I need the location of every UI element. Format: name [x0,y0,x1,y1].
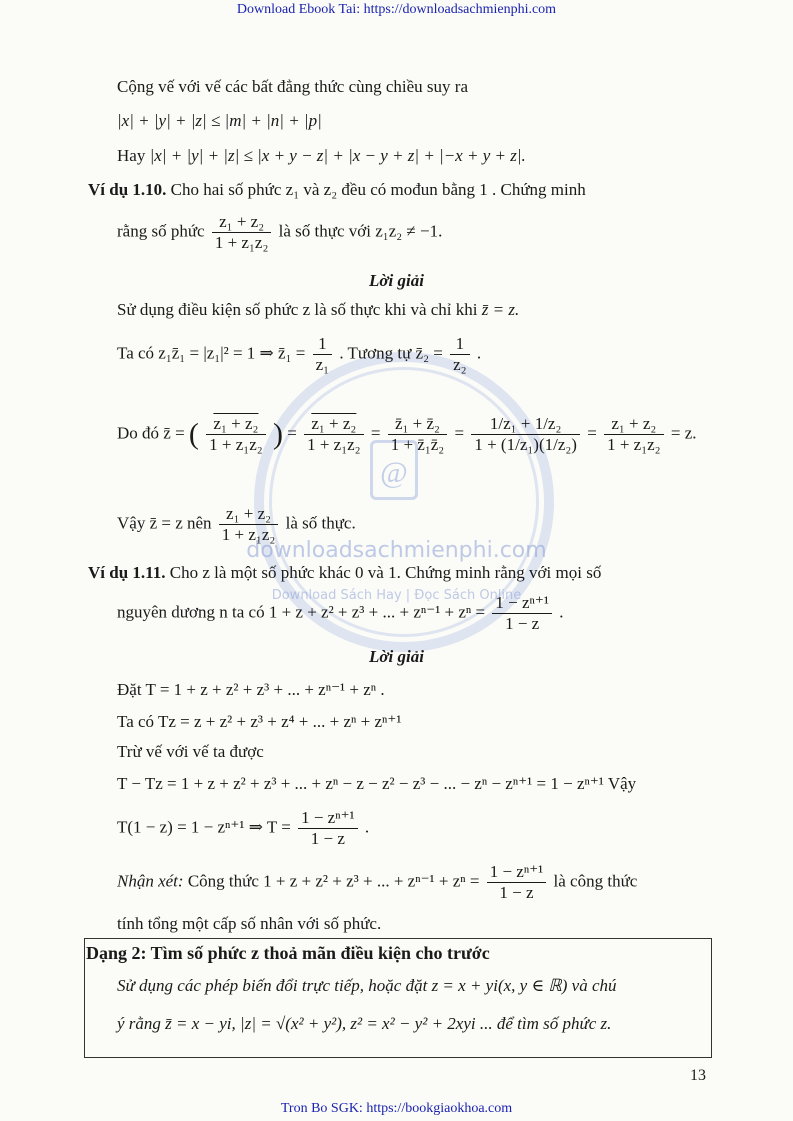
example-1-11-text-2a: nguyên dương n ta có 1 + z + z² + z³ + ... + zⁿ⁻¹ + zⁿ = [117,602,486,622]
solution-1-line-3-frac-2 [304,414,364,455]
example-1-10-label: Ví dụ 1.10. [88,180,167,199]
fraction-numerator: 1 − zⁿ⁺¹ [487,862,547,883]
fraction-numerator: z₁ + z₂ [219,504,279,525]
solution-1-line-3-tail: = z. [670,423,697,443]
method-box-title: Dạng 2: Tìm số phức z thoả mãn điều kiện cho trước [86,943,490,963]
solution-1-line-2-lead: Ta có z₁z̄₁ = |z₁|² = 1 ⇒ z̄₁ = [117,343,306,363]
solution-1-line-2-frac [313,334,332,375]
page-number: 13 [690,1067,706,1084]
solution-1-line-3-frac-5 [604,414,664,455]
fraction-denominator: 1 + z₁z₂ [221,525,276,544]
prev-line-3-lead: Hay [117,146,150,165]
remark-fraction [487,862,547,903]
fraction-denominator: z₂ [453,355,467,374]
example-1-10-text-2a: rằng số phức [117,221,205,241]
solution-1-line-4 [117,504,356,545]
solution-1-line-2: Ta có z₁z̄₁ = |z₁|² = 1 ⇒ z̄₁ = $\frac{1}{\text{z₁}}$ . Tương tự z̄₂ = $\frac{1}{\text{z₂}}$ . [117,334,482,374]
solution-1-line-3-frac-1 [206,414,266,455]
example-1-11-text-1: Cho z là một số phức khác 0 và 1. Chứng minh rằng với mọi số [165,563,602,582]
fraction-numerator: z₁ + z₂ [212,212,272,233]
fraction-denominator: 1 − z [310,829,345,848]
fraction-denominator: 1 + z̄₁z̄₂ [390,435,445,454]
fraction-denominator: 1 − z [505,614,540,633]
fraction-denominator: 1 + (1/z₁)(1/z₂) [474,435,577,454]
footer-textbook-link[interactable]: Tron Bo SGK: https://bookgiaokhoa.com [280,1101,513,1116]
fraction-numerator: 1 − zⁿ⁺¹ [298,808,358,829]
example-1-11-text-2b: . [559,602,564,622]
remark-line-2: tính tổng một cấp số nhân với số phức. [117,914,382,933]
prev-line-1: Cộng vế với vế các bất đẳng thức cùng chiều suy ra [117,77,469,96]
solution-2-line-5-lead: T(1 − z) = 1 − zⁿ⁺¹ ⇒ T = [117,817,291,837]
remark-line-1 [117,862,637,903]
solution-2-line-5-frac [298,808,358,849]
solution-1-line-4-frac [219,504,279,545]
fraction-numerator: z₁ + z₂ [304,414,364,435]
prev-line-2: |x| + |y| + |z| ≤ |m| + |n| + |p| [117,111,322,130]
method-box-line-2: ý rằng z̄ = x − yi, |z| = √(x² + y²), z² = x² − y² + 2xyi ... để tìm số phức z. [117,1014,612,1033]
solution-1-line-3-lead: Do đó z̄ = [117,423,185,443]
solution-2-line-5-tail: . [364,817,370,837]
solution-2-line-2: Ta có Tz = z + z² + z³ + z⁴ + ... + zⁿ + zⁿ⁺¹ [117,712,402,731]
example-1-11-label: Ví dụ 1.11. [88,563,166,582]
header-download-link[interactable]: Download Ebook Tai: https://downloadsachmienphi.com [236,2,557,17]
example-1-11-line-1 [88,563,601,583]
solution-1-text: Sử dụng điều kiện số phức z là số thực khi và chỉ khi [117,300,482,319]
book-at-icon: @ [370,440,418,500]
watermark-tagline: Download Sách Hay | Đọc Sách Online [271,588,522,603]
solution-1-line-4-lead: Vậy z̄ = z nên [117,513,212,533]
solution-1-line-4-tail: là số thực. [285,513,356,533]
fraction-numerator: z̄₁ + z̄₂ [388,414,448,435]
solution-1-line-1 [117,300,519,320]
fraction-denominator: 1 + z₁z₂ [307,435,361,454]
remark-label: Nhận xét: [117,871,184,891]
example-1-10-line-2 [117,212,442,253]
example-1-10-line-1 [88,180,586,200]
example-1-10-text-2b: là số thực với z₁z₂ ≠ −1. [278,221,443,241]
solution-title-2: Lời giải [369,647,424,666]
example-1-11-fraction [492,593,552,634]
watermark-site: downloadsachmienphi.com [246,538,547,563]
solution-1-line-3: Do đó z̄ = ( $\frac{\text{z₁ + z₂}}{\text{1 + z₁z₂}}$ ) = $\frac{\text{z₁ + z₂}}{\text{1 + z₁z₂}}$ = $\frac{\text{z̄₁ + z̄₂}}{\text{1 + z̄₁z̄₂}}$ = $\frac{\text{1/z₁ + 1/z₂}}{\text{1 + (1/z₁)(1/z₂)}}$ = $\frac{\text{z₁ + z₂}}{\text{1 + z₁z₂}}$ = z. [117,414,697,454]
solution-1-expr: z̄ = z. [481,300,520,319]
remark-text: Công thức 1 + z + z² + z³ + ... + zⁿ⁻¹ + zⁿ = [183,871,480,891]
fraction-denominator: 1 + z₁z₂ [607,435,661,454]
fraction-numerator: 1/z₁ + 1/z₂ [471,414,580,435]
fraction-denominator: 1 − z [499,883,534,902]
example-1-10-text-1: Cho hai số phức z₁ và z₂ đều có mođun bằng 1 . Chứng minh [166,180,586,199]
solution-title-1: Lời giải [369,271,424,290]
solution-1-line-3-frac-4 [471,414,580,455]
solution-1-line-3-frac-3 [388,414,448,455]
example-1-10-fraction [212,212,272,253]
fraction-numerator: 1 − zⁿ⁺¹ [492,593,552,614]
fraction-denominator: z₁ [315,355,330,374]
fraction-numerator: 1 [313,334,332,355]
solution-1-line-2-mid: . Tương tự z̄₂ = [339,343,443,363]
fraction-numerator: 1 [450,334,469,355]
example-1-11-line-2 [117,593,563,634]
method-box-line-1: Sử dụng các phép biến đổi trực tiếp, hoặc đặt z = x + yi(x, y ∈ ℝ) và chú [117,976,617,995]
prev-line-3-expr: |x| + |y| + |z| ≤ |x + y − z| + |x − y + z| + |−x + y + z|. [149,146,526,165]
fraction-denominator: 1 + z₁z₂ [209,435,263,454]
prev-line-3 [117,146,526,166]
solution-2-line-1: Đặt T = 1 + z + z² + z³ + ... + zⁿ⁻¹ + zⁿ . [117,680,385,699]
fraction-numerator: z₁ + z₂ [206,414,266,435]
fraction-denominator: 1 + z₁z₂ [214,233,269,252]
solution-1-line-2-frac-2 [450,334,469,375]
solution-2-line-5 [117,808,369,849]
remark-tail: là công thức [553,871,638,891]
solution-2-line-4: T − Tz = 1 + z + z² + z³ + ... + zⁿ − z − z² − z³ − ... − zⁿ − zⁿ⁺¹ = 1 − zⁿ⁺¹ Vậy [117,774,637,793]
fraction-numerator: z₁ + z₂ [604,414,664,435]
solution-2-line-3: Trừ vế với vế ta được [117,742,264,761]
